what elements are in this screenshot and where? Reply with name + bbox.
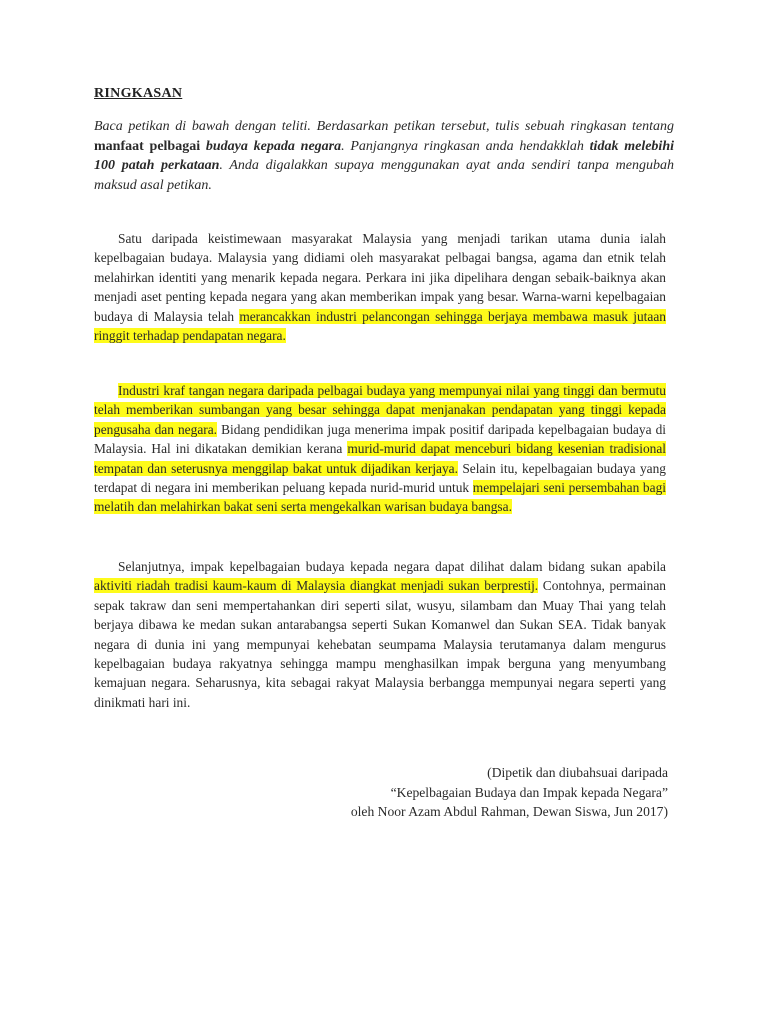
passage-paragraph-2 — [94, 381, 666, 517]
instruction-bold-1: manfaat pelbagai — [94, 138, 206, 154]
p3-text-1: Selanjutnya, impak kepelbagaian budaya kepada negara dapat dilihat dalam bidang sukan apabila — [118, 559, 666, 574]
passage-paragraph-3 — [94, 557, 666, 712]
instruction-part-1: Baca petikan di bawah dengan teliti. Berdasarkan petikan tersebut, tulis sebuah ringkasan tentang — [94, 119, 674, 134]
instruction-text — [94, 117, 674, 195]
instruction-part-2: . Panjangnya ringkasan anda hendakklah — [341, 138, 590, 154]
p2-text-2: Selain itu, kepelbagaian budaya yang terdapat di negara ini memberikan peluang kepada nurid-murid untuk — [94, 460, 666, 496]
instruction-part-3: . Anda digalakkan supaya menggunakan ayat anda sendiri tanpa mengubah maksud asal petikan. — [94, 158, 674, 193]
source-line-3: oleh Noor Azam Abdul Rahman, Dewan Siswa, Jun 2017) — [350, 804, 668, 819]
p2-highlight-2: murid-murid dapat menceburi bidang kesenian tradisional tempatan dan seterusnya menggilap bakat untuk dijadikan kerjaya. — [94, 441, 666, 476]
p2-text-1: Bidang pendidikan juga menerima impak positif daripada kepelbagaian budaya di Malaysia. Hal ini dikatakan demikian kerana — [94, 421, 666, 457]
instruction-bold-italic-1: budaya kepada negara — [205, 138, 342, 154]
p1-text-1: Satu daripada keistimewaan masyarakat Malaysia yang menjadi tarikan utama dunia ialah kepelbagaian budaya. Malaysia yang didiami oleh masyarakat pelbagai bangsa, agama dan etnik telah melahirkan identiti yang menarik kepada negara. Perkara ini jika dipelihara dengan sebaik-baiknya akan menjadi aset penting kepada negara yang akan memberikan impak yang besar. Warna-warni kepelbagaian budaya di Malaysia telah — [94, 231, 666, 324]
source-citation — [248, 763, 668, 822]
passage-paragraph-1 — [94, 229, 666, 345]
section-heading: RINGKASAN — [94, 86, 183, 101]
p1-highlight-1: merancakkan industri pelancongan sehingga berjaya membawa masuk jutaan ringgit terhadap pendapatan negara. — [94, 308, 666, 344]
instruction-bold-wrap-1 — [206, 139, 341, 154]
p3-text-2: Contohnya, permainan sepak takraw dan seni mempertahankan diri seperti silat, wusyu, silambam dan Muay Thai yang telah berjaya dibawa ke medan sukan antarabangsa seperti Sukan Komanwel dan Sukan SEA. Tidak banyak negara di dunia ini yang mempunyai kehebatan seumpama Malaysia terutamanya dalam mengurus kepelbagaian budaya rakyatnya sehingga mampu menghasilkan impak berguna yang menyumbang kemajuan negara. Seharusnya, kita sebagai rakyat Malaysia berbangga mempunyai negara seperti yang dinikmati hari ini. — [94, 578, 666, 710]
source-line-1: (Dipetik dan diubahsuai daripada — [487, 765, 668, 780]
instruction-bold-italic-2: tidak melebihi 100 patah perkataan — [94, 138, 674, 173]
p2-highlight-1: Industri kraf tangan negara daripada pelbagai budaya yang mempunyai nilai yang tinggi dan bermutu telah memberikan sumbangan yang besar sehingga dapat menjanakan pendapatan yang tinggi kepada pengusaha dan negara. — [94, 383, 666, 437]
source-line-2: “Kepelbagaian Budaya dan Impak kepada Negara” — [390, 784, 668, 800]
p2-highlight-3: mempelajari seni persembahan bagi melatih dan melahirkan bakat seni serta mengekalkan warisan budaya bangsa. — [94, 480, 666, 515]
p3-highlight-1: aktiviti riadah tradisi kaum-kaum di Malaysia diangkat menjadi sukan berprestij. — [94, 578, 539, 594]
